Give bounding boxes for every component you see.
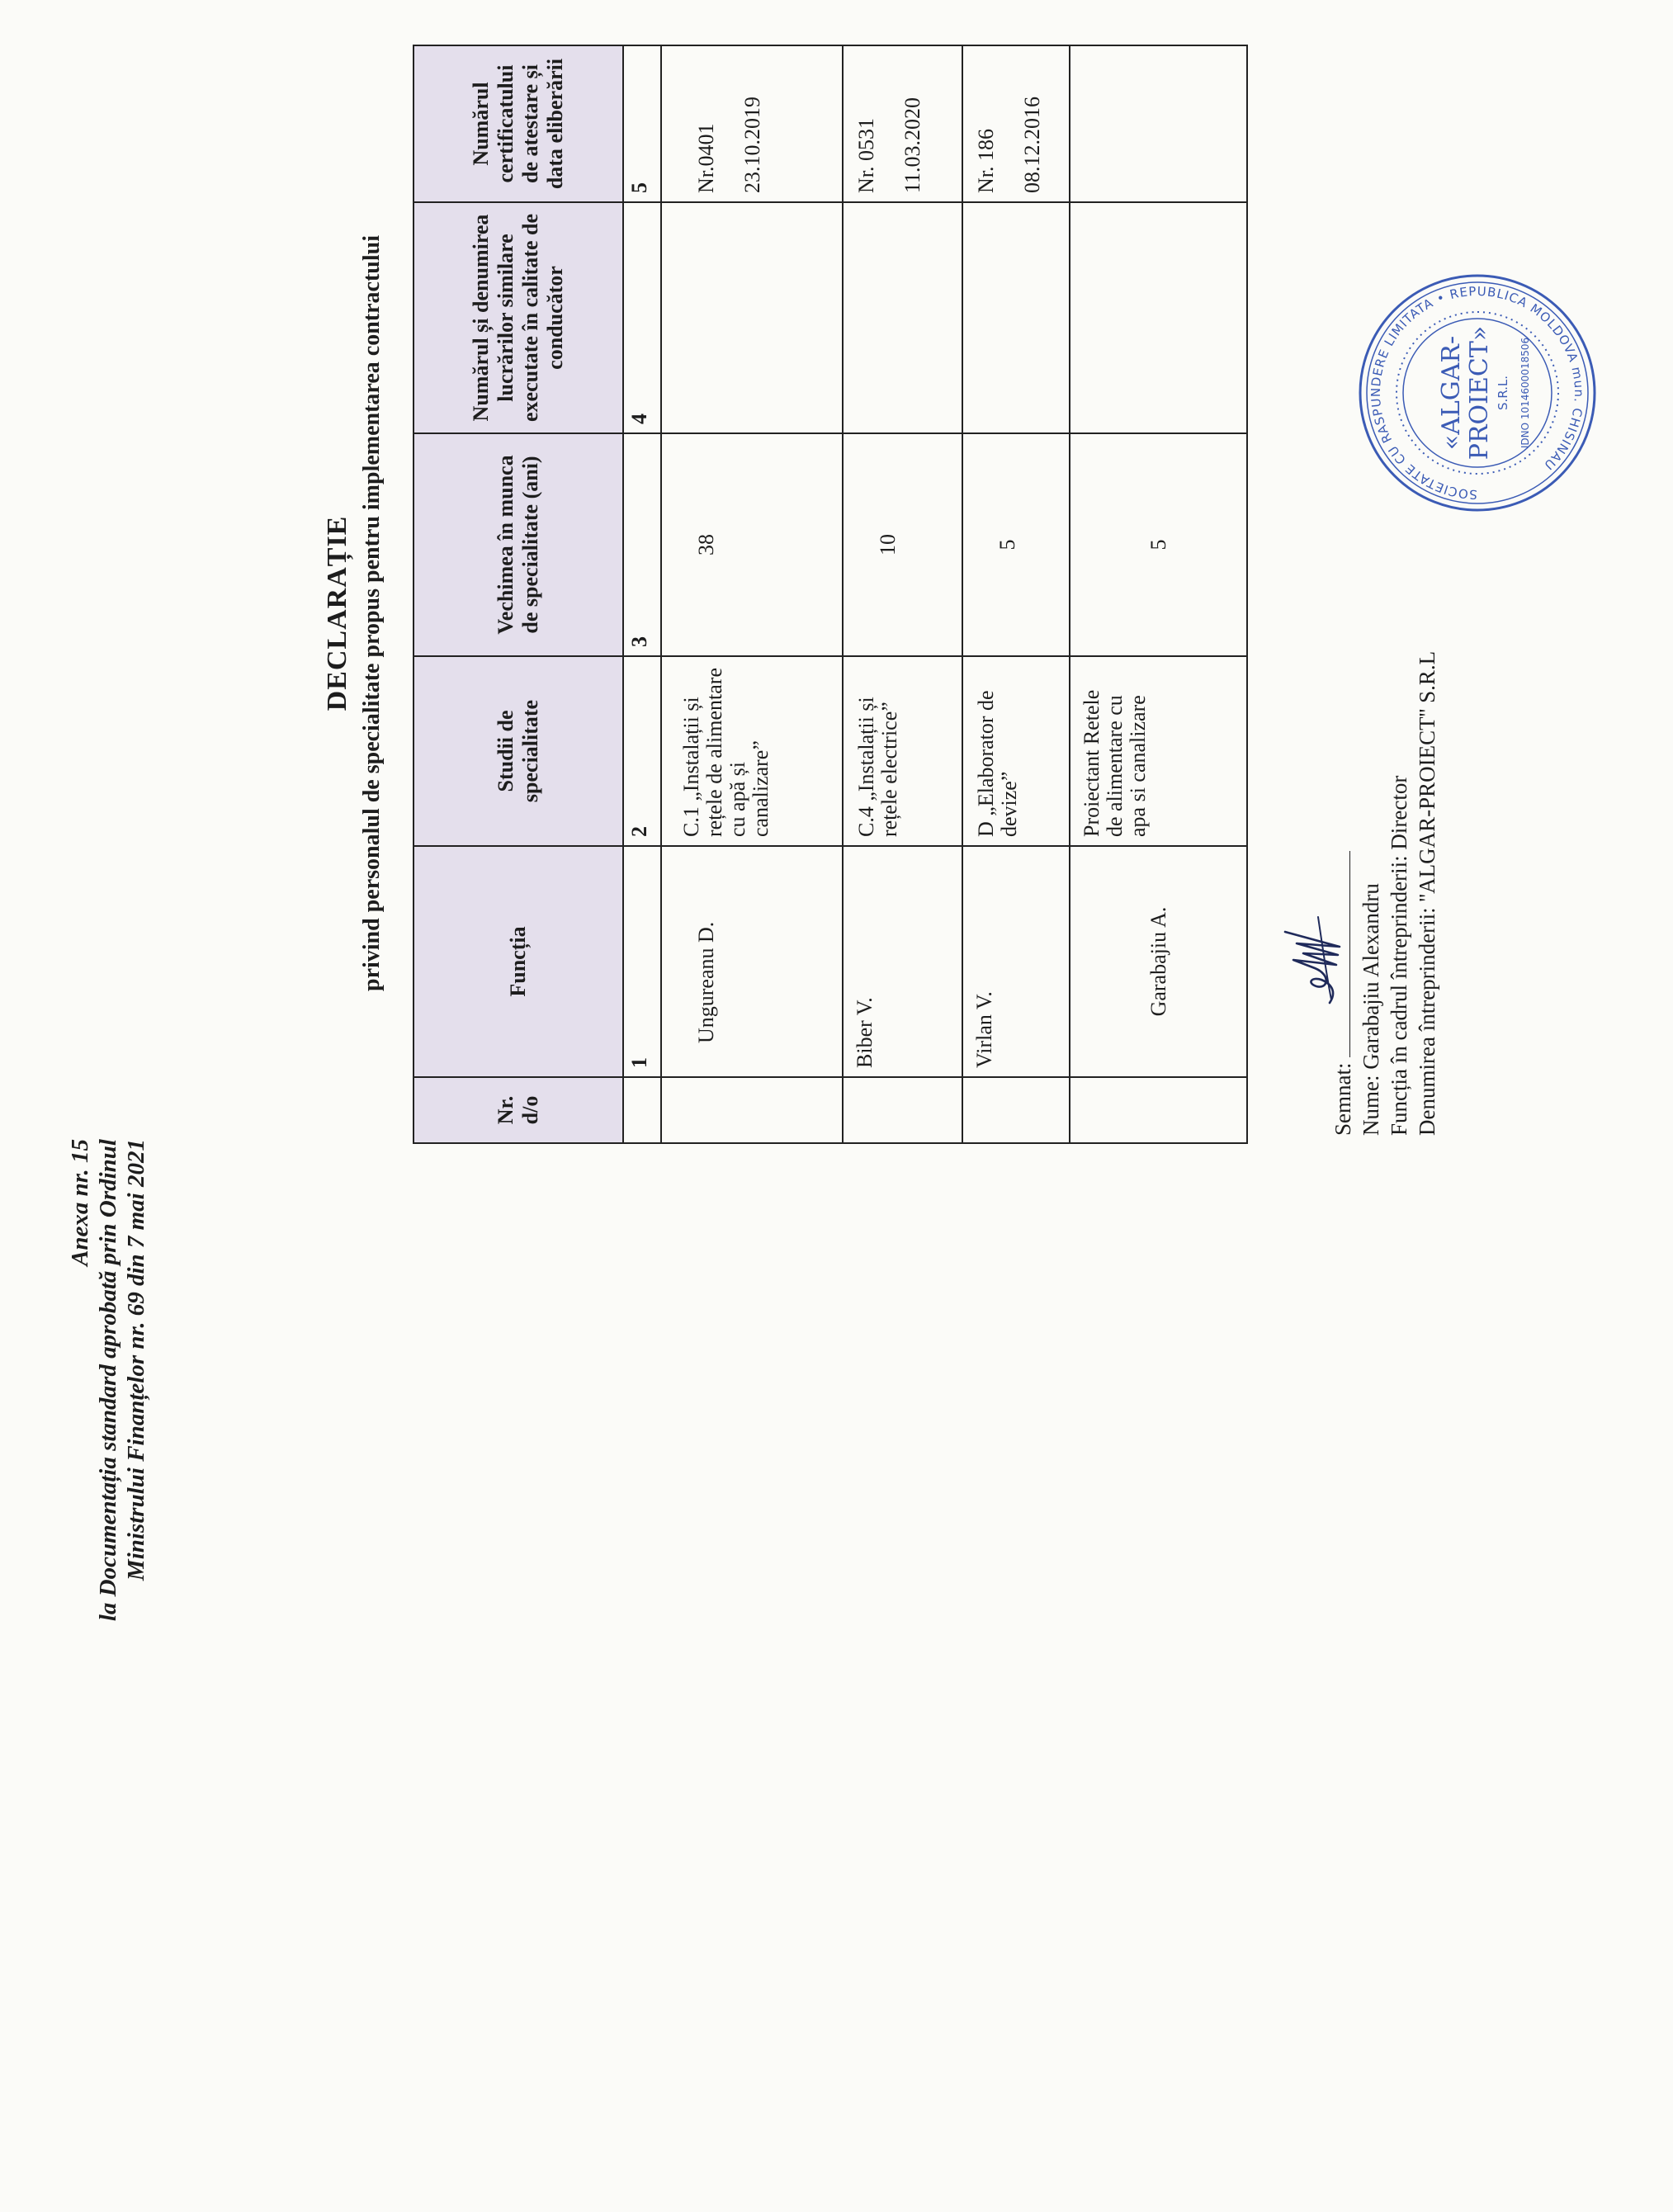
cert-number: Nr. 186 <box>974 129 998 193</box>
table-row <box>843 45 962 1143</box>
cell-vechime: 10 <box>843 433 962 656</box>
handwritten-signature <box>1278 909 1353 1008</box>
cell-nr <box>843 1077 962 1143</box>
table-row <box>1070 45 1247 1143</box>
cell-vechime: 5 <box>1070 433 1247 656</box>
cell-nr <box>1070 1077 1247 1143</box>
cell-functia: Biber V. <box>843 846 962 1077</box>
cell-certificat <box>843 45 962 202</box>
personnel-table <box>413 45 1248 1144</box>
column-number: 5 <box>623 45 661 202</box>
cell-studii: D „Elaborator de devize” <box>962 656 1070 846</box>
annex-number: Anexa nr. 15 <box>67 1139 93 1266</box>
cell-vechime: 5 <box>962 433 1070 656</box>
cell-certificat <box>962 45 1070 202</box>
signature-block <box>1329 651 1441 1136</box>
signed-label: Semnat: <box>1330 1062 1355 1136</box>
header-vechime: Vechimea în munca de specialitate (ani) <box>414 433 623 656</box>
annex-reference <box>66 1139 150 2212</box>
header-nr: Nr. d/o <box>414 1077 623 1143</box>
annex-order: Ministrului Finanțelor nr. 69 din 7 mai 2021 <box>123 1139 149 1581</box>
cert-date: 11.03.2020 <box>900 97 924 193</box>
cell-nr <box>661 1077 843 1143</box>
cell-lucrari <box>661 202 843 433</box>
cert-number: Nr. 0531 <box>854 118 878 193</box>
cell-studii: C.4 „Instalații și rețele electrice” <box>843 656 962 846</box>
company-name: Denumirea întreprinderii: ''ALGAR-PROIECT'' S.R.L <box>1415 650 1439 1136</box>
cell-functia: Virlan V. <box>962 846 1070 1077</box>
signer-name: Nume: Garabajiu Alexandru <box>1359 883 1383 1136</box>
cell-lucrari <box>962 202 1070 433</box>
signed-line <box>1329 651 1357 1136</box>
signer-position: Funcția în cadrul întreprinderii: Director <box>1387 775 1411 1136</box>
header-certificat: Numărul certificatului de atestare și data eliberării <box>414 45 623 202</box>
column-number: 4 <box>623 202 661 433</box>
table-row <box>661 45 843 1143</box>
cell-studii: C.1 „Instalații și rețele de alimentare cu apă și canalizare” <box>661 656 843 846</box>
table-header-row <box>414 45 623 1143</box>
company-stamp <box>1354 269 1601 517</box>
column-number: 1 <box>623 846 661 1077</box>
stamp-company-line3: S.R.L. <box>1496 375 1510 411</box>
column-number <box>623 1077 661 1143</box>
annex-doc: la Documentația standard aprobată prin Ordinul <box>95 1139 121 1622</box>
stamp-outer-text: SOCIETATE CU RASPUNDERE LIMITATA • REPUBLICA MOLDOVA mun. CHISINAU <box>1368 283 1587 503</box>
cell-lucrari <box>843 202 962 433</box>
column-number: 3 <box>623 433 661 656</box>
header-lucrari: Numărul și denumirea lucrărilor similare executate în calitate de conducător <box>414 202 623 433</box>
cell-functia: Ungureanu D. <box>661 846 843 1077</box>
table-row <box>962 45 1070 1143</box>
cert-number: Nr.0401 <box>694 123 718 193</box>
cell-certificat <box>1070 45 1247 202</box>
cert-date: 08.12.2016 <box>1020 97 1044 193</box>
column-number-row <box>623 45 661 1143</box>
header-functia: Funcția <box>414 846 623 1077</box>
page-subtitle: privind personalul de specialitate propus pentru implementarea contractului <box>359 235 385 991</box>
cell-functia: Garabajiu A. <box>1070 846 1247 1077</box>
page-title: DECLARAȚIE <box>322 515 352 711</box>
stamp-company-line2: PROIECT» <box>1465 325 1494 461</box>
cell-vechime: 38 <box>661 433 843 656</box>
header-studii: Studii de specialitate <box>414 656 623 846</box>
cert-date: 23.10.2019 <box>740 97 764 193</box>
cell-nr <box>962 1077 1070 1143</box>
cell-lucrari <box>1070 202 1247 433</box>
stamp-idno: IDNO 1014600018506 <box>1519 337 1531 449</box>
cell-certificat <box>661 45 843 202</box>
cell-studii: Proiectant Retele de alimentare cu apa si canalizare <box>1070 656 1247 846</box>
stamp-company-line1: «ALGAR- <box>1437 335 1466 451</box>
column-number: 2 <box>623 656 661 846</box>
signature-line <box>1330 851 1350 1057</box>
